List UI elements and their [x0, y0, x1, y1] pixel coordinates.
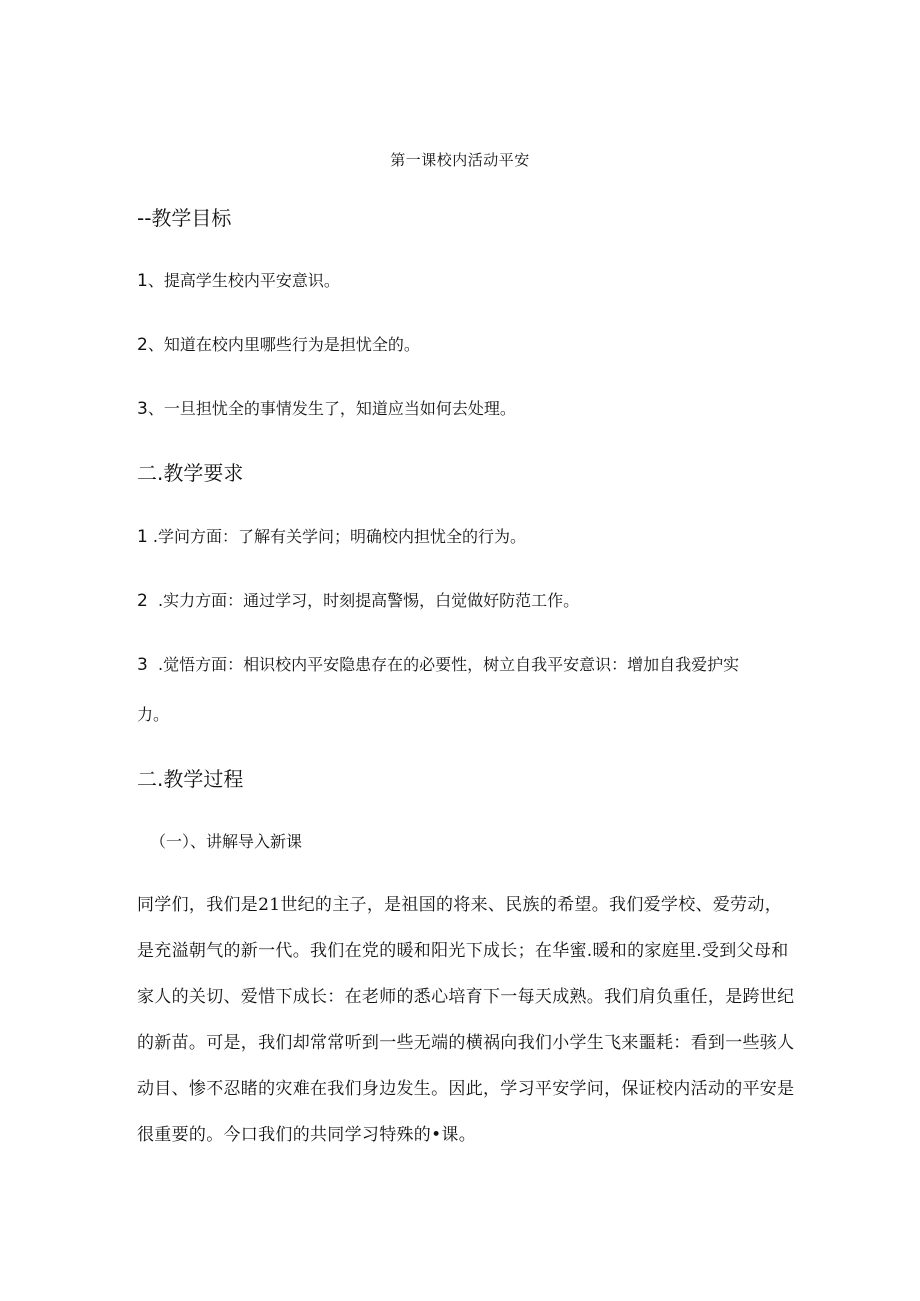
item-text: .觉悟方面：相识校内平安隐患存在的必要性，树立自我平安意识：增加自我爱护实: [147, 655, 740, 674]
item-number: 2: [137, 335, 148, 355]
paragraph-line: 很重要的。今口我们的共同学习特殊的•课。: [137, 1125, 477, 1145]
requirement-item-3-continued: 力。: [137, 705, 170, 724]
paragraph-line: 同学们，我们是21世纪的主子，是祖国的将来、民族的希望。我们爱学校、爱劳动，: [137, 895, 783, 915]
requirement-item-2: [137, 588, 579, 614]
item-number: 1: [137, 271, 148, 291]
section-heading-process: 二.教学过程: [137, 767, 244, 791]
item-number: 1: [137, 527, 148, 547]
item-number: 3: [137, 399, 148, 419]
item-text: 、一旦担忧全的事情发生了，知道应当如何去处理。: [147, 399, 516, 418]
item-number: 2: [137, 591, 148, 611]
body-paragraph: [137, 890, 795, 1151]
paragraph-line: 动目、惨不忍睹的灾难在我们身边发生。因此，学习平安学问，保证校内活动的平安是: [137, 1079, 795, 1099]
paragraph-line: 是充溢朝气的新一代。我们在党的暖和阳光下成长；在华蜜.暖和的家庭里.受到父母和: [137, 941, 789, 961]
requirement-item-3: [137, 652, 739, 678]
paragraph-line: 家人的关切、爱惜下成长：在老师的悉心培育下一每天成熟。我们肩负重任，是跨世纪: [137, 987, 795, 1007]
item-text: .实力方面：通过学习，时刻提高警惕，白觉做好防范工作。: [147, 591, 580, 610]
document-title: 第一课校内活动平安: [390, 151, 530, 169]
objective-item-1: [137, 268, 340, 294]
item-number: 3: [137, 655, 148, 675]
item-text: .学问方面：了解有关学问；明确校内担忧全的行为。: [147, 527, 527, 546]
objective-item-3: [137, 396, 516, 422]
section-heading-objectives: --教学目标: [137, 206, 232, 230]
subsection-heading: （一）、讲解导入新课: [150, 832, 303, 851]
item-text: 、知道在校内里哪些行为是担忧全的。: [147, 335, 420, 354]
item-text: 、提高学生校内平安意识。: [147, 271, 340, 290]
requirement-item-1: [137, 524, 526, 550]
paragraph-line: 的新苗。可是，我们却常常听到一些无端的横祸向我们小学生飞来噩耗：看到一些骇人: [137, 1033, 795, 1053]
section-heading-requirements: 二.教学要求: [137, 461, 244, 485]
objective-item-2: [137, 332, 420, 358]
